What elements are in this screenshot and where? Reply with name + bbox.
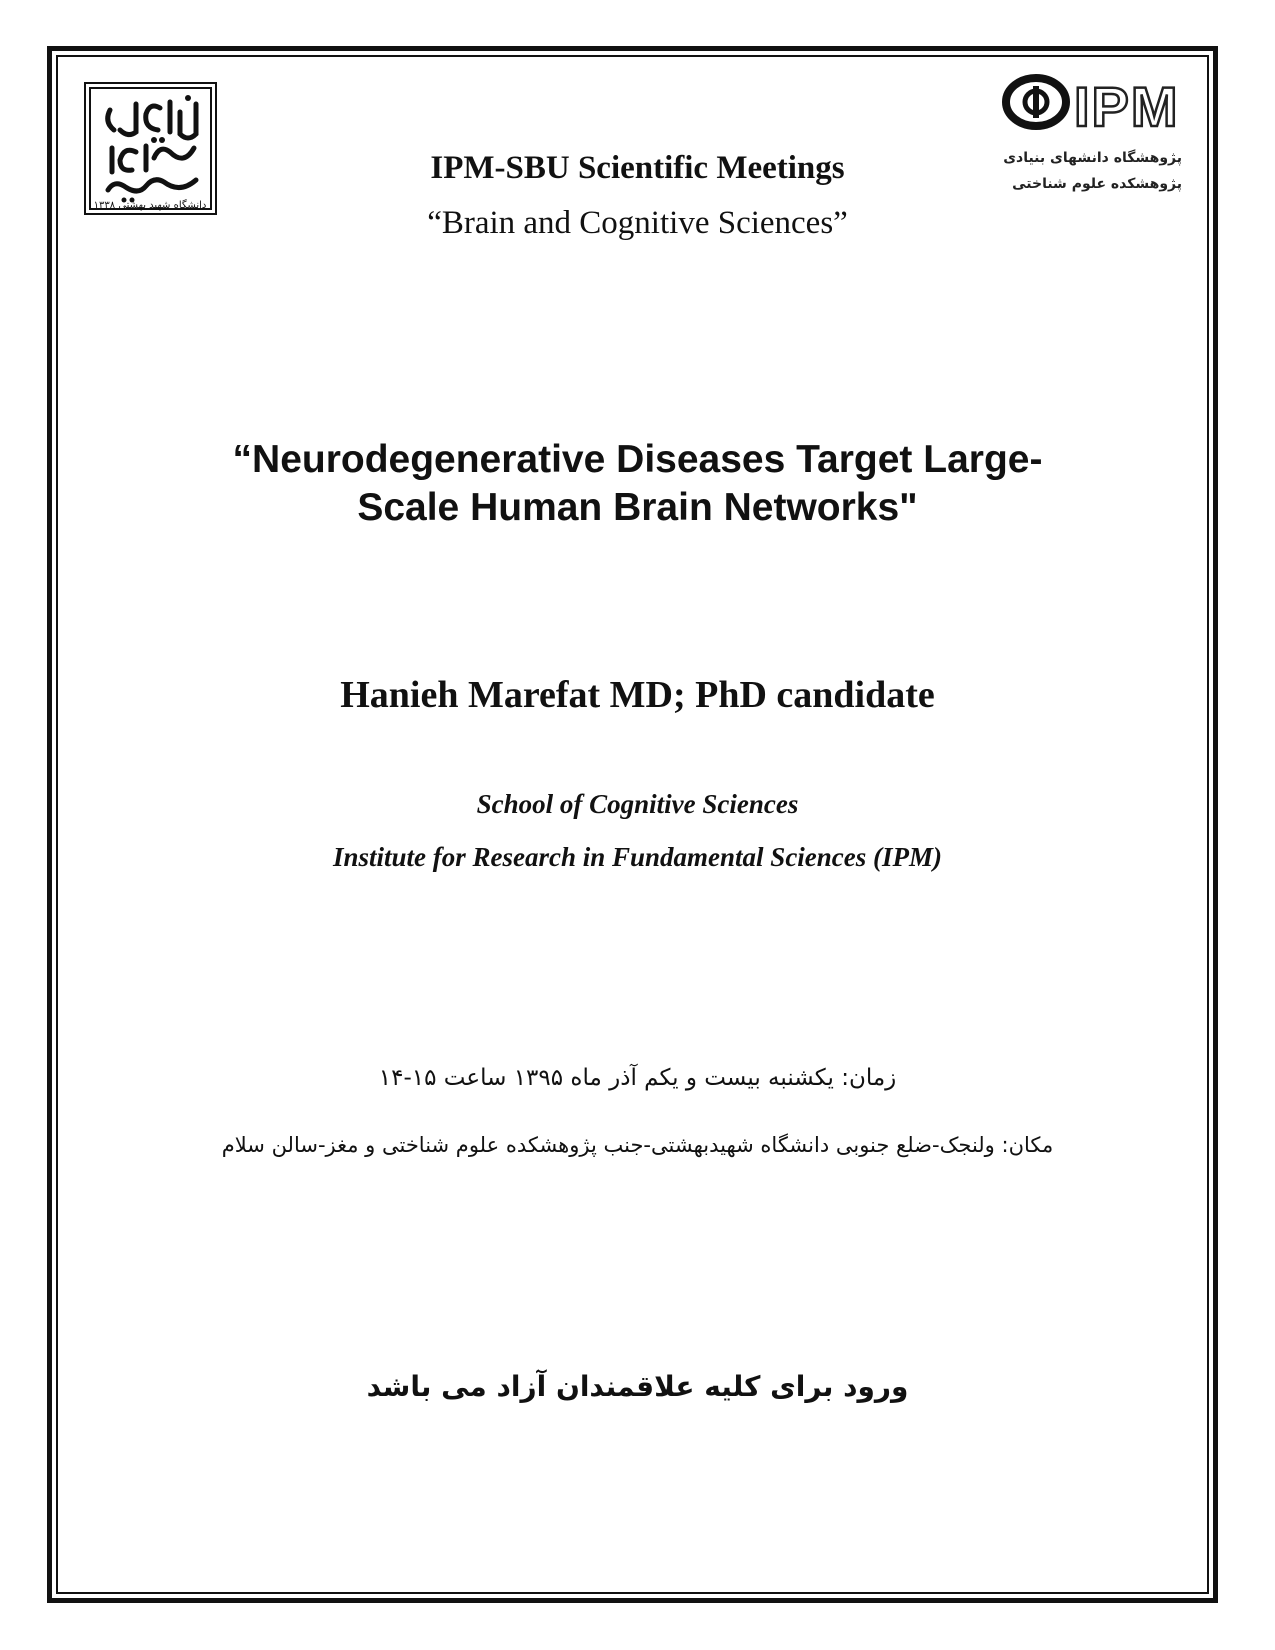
ipm-logo-icon: [1000, 72, 1200, 138]
series-subtitle: “Brain and Cognitive Sciences”: [427, 205, 848, 241]
ipm-institute-name: پژوهشگاه دانشهای بنیادی: [1003, 150, 1182, 166]
talk-title-line-2: Scale Human Brain Networks": [357, 486, 918, 529]
ipm-logo: [1000, 72, 1200, 212]
event-time: زمان: یکشنبه بیست و یکم آذر ماه ۱۳۹۵ ساعت ۱۵-۱۴: [378, 1065, 897, 1091]
page-border-inner: [56, 55, 1209, 1594]
talk-title: [150, 436, 1125, 532]
event-place: مکان: ولنجک-ضلع جنوبی دانشگاه شهیدبهشتی-جنب پژوهشکده علوم شناختی و مغز-سالن سلام: [221, 1133, 1054, 1157]
ipm-wordmark: IPM: [1074, 75, 1180, 138]
sbu-seal-text: دانشگاه شهید بهشتی ۱۳۳۸: [93, 200, 207, 211]
ipm-school-name: پژوهشکده علوم شناختی: [1012, 176, 1182, 192]
speaker-affiliation-institute: Institute for Research in Fundamental Sciences (IPM): [332, 842, 943, 872]
sbu-seal-logo: [84, 82, 217, 215]
entry-note: ورود برای کلیه علاقمندان آزاد می باشد: [366, 1370, 909, 1403]
speaker-name: Hanieh Marefat MD; PhD candidate: [340, 674, 935, 716]
speaker-affiliation-school: School of Cognitive Sciences: [476, 789, 799, 819]
series-title: IPM-SBU Scientific Meetings: [430, 150, 845, 186]
talk-title-line-1: “Neurodegenerative Diseases Target Large-: [232, 438, 1043, 481]
sbu-seal-icon: [84, 82, 217, 215]
